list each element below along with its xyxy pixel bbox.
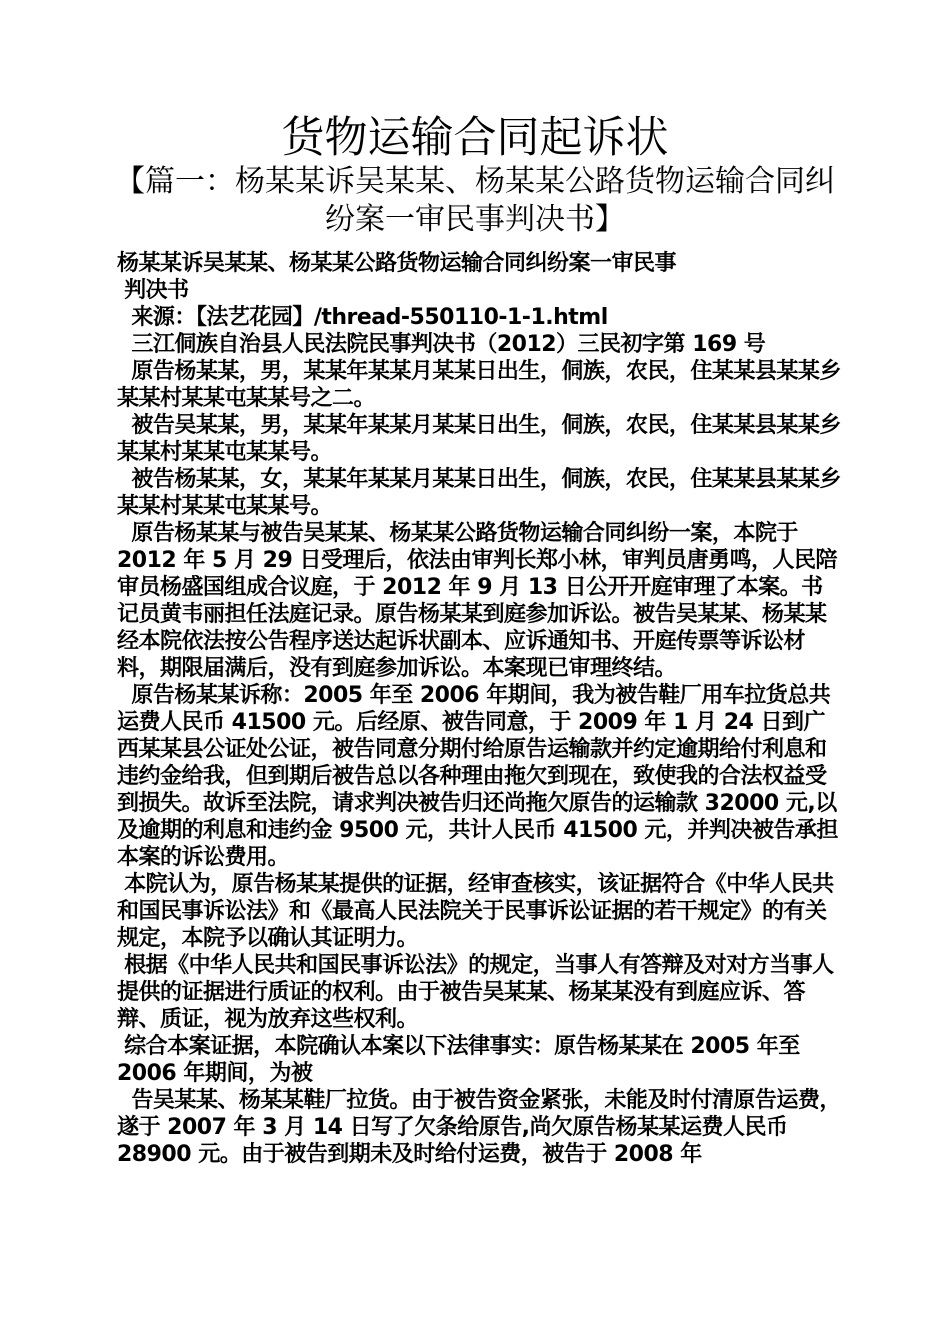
paragraph: 原告杨某某与被告吴某某、杨某某公路货物运输合同纠纷一案，本院于 2012 年 5 月 29 日受理后，依法由审判长郑小林，审判员唐勇鸣，人民陪审员杨盛国组成合议庭，于 2012 年 9 月 13 日公开开庭审理了本案。书记员黄韦丽担任法庭记录。原告杨某某到庭参加诉讼。被告吴某某、杨某某经本院依法按公告程序送达起诉状副本、应诉通知书、开庭传票等诉讼材料，期限届满后，没有到庭参加诉讼。本案现已审理终结。 bbox=[117, 521, 837, 681]
document-body bbox=[117, 250, 843, 1168]
paragraph: 判决书 bbox=[117, 278, 189, 303]
paragraph: 原告杨某某诉称：2005 年至 2006 年期间，我为被告鞋厂用车拉货总共运费人民币 41500 元。后经原、被告同意，于 2009 年 1 月 24 日到广西某某县公证处公证，被告同意分期付给原告运输款并约定逾期给付利息和违约金给我，但到期后被告总以各种理由拖欠到现在，致使我的合法权益受到损失。故诉至法院，请求判决被告归还尚拖欠原告的运输款 32000 元,以及逾期的利息和违约金 9500 元，共计人民币 41500 元，并判决被告承担本案的诉讼费用。 bbox=[117, 683, 838, 870]
paragraph: 告吴某某、杨某某鞋厂拉货。由于被告资金紧张，未能及时付清原告运费，遂于 2007 年 3 月 14 日写了欠条给原告,尚欠原告杨某某运费人民币 28900 元。由于被告到期未及时给付运费，被告于 2008 年 bbox=[117, 1088, 841, 1167]
paragraph: 综合本案证据，本院确认本案以下法律事实：原告杨某某在 2005 年至 2006 年期间，为被 bbox=[117, 1034, 807, 1086]
document-subtitle: 【篇一：杨某某诉吴某某、杨某某公路货物运输合同纠纷案一审民事判决书】 bbox=[115, 164, 835, 237]
paragraph: 本院认为，原告杨某某提供的证据，经审查核实，该证据符合《中华人民共和国民事诉讼法》和《最高人民法院关于民事诉讼证据的若干规定》的有关规定，本院予以确认其证明力。 bbox=[117, 872, 834, 951]
paragraph: 被告吴某某，男，某某年某某月某某日出生，侗族，农民，住某某县某某乡某某村某某屯某某号。 bbox=[117, 413, 841, 465]
paragraph: 杨某某诉吴某某、杨某某公路货物运输合同纠纷案一审民事 bbox=[117, 251, 677, 276]
paragraph: 三江侗族自治县人民法院民事判决书（2012）三民初字第 169 号 bbox=[117, 332, 766, 357]
paragraph: 被告杨某某，女，某某年某某月某某日出生，侗族，农民，住某某县某某乡某某村某某屯某某号。 bbox=[117, 467, 841, 519]
paragraph: 来源：【法艺花园】/thread-550110-1-1.html bbox=[117, 305, 608, 330]
paragraph: 根据《中华人民共和国民事诉讼法》的规定，当事人有答辩及对对方当事人提供的证据进行质证的权利。由于被告吴某某、杨某某没有到庭应诉、答辩、质证，视为放弃这些权利。 bbox=[117, 953, 834, 1032]
document-title: 货物运输合同起诉状 bbox=[281, 113, 669, 163]
paragraph: 原告杨某某，男，某某年某某月某某日出生，侗族，农民，住某某县某某乡某某村某某屯某某号之二。 bbox=[117, 359, 841, 411]
